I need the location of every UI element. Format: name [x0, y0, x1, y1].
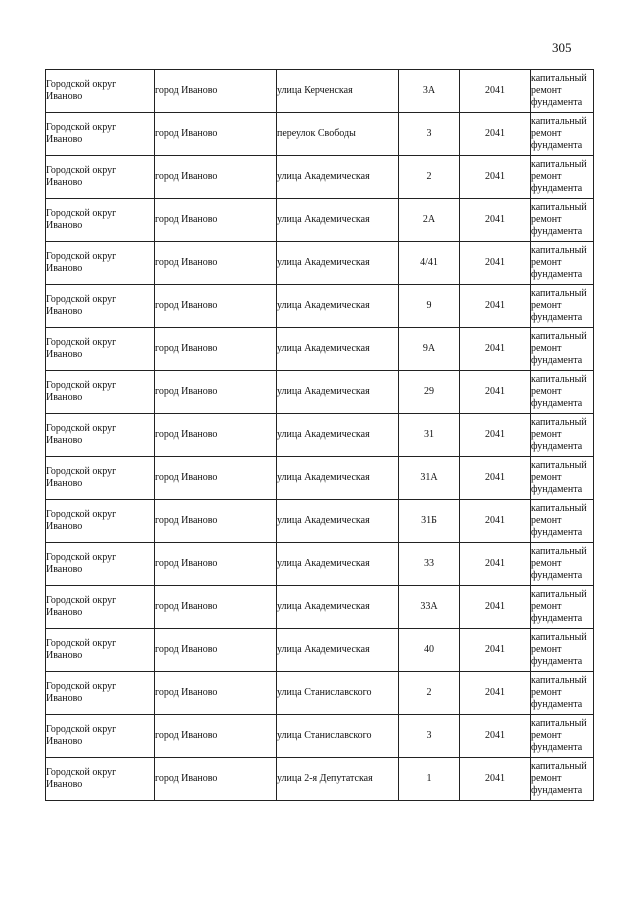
year-cell: 2041	[460, 414, 531, 457]
house-number-cell: 3	[399, 715, 460, 758]
work-type-cell: капитальный ремонт фундамента	[531, 758, 594, 801]
city-cell: город Иваново	[155, 328, 277, 371]
okrug-cell: Городской округ Иваново	[46, 715, 155, 758]
house-number-cell: 9А	[399, 328, 460, 371]
year-cell: 2041	[460, 629, 531, 672]
street-cell: улица Академическая	[277, 285, 399, 328]
street-cell: улица Станиславского	[277, 672, 399, 715]
year-cell: 2041	[460, 70, 531, 113]
year-cell: 2041	[460, 586, 531, 629]
okrug-cell: Городской округ Иваново	[46, 371, 155, 414]
street-cell: улица Академическая	[277, 543, 399, 586]
table-row	[46, 242, 594, 285]
street-cell: переулок Свободы	[277, 113, 399, 156]
table-row	[46, 758, 594, 801]
city-cell: город Иваново	[155, 715, 277, 758]
work-type-cell: капитальный ремонт фундамента	[531, 156, 594, 199]
table-row	[46, 414, 594, 457]
house-number-cell: 2А	[399, 199, 460, 242]
table-row	[46, 70, 594, 113]
city-cell: город Иваново	[155, 199, 277, 242]
year-cell: 2041	[460, 285, 531, 328]
year-cell: 2041	[460, 715, 531, 758]
okrug-cell: Городской округ Иваново	[46, 672, 155, 715]
city-cell: город Иваново	[155, 586, 277, 629]
okrug-cell: Городской округ Иваново	[46, 586, 155, 629]
work-type-cell: капитальный ремонт фундамента	[531, 242, 594, 285]
table-row	[46, 328, 594, 371]
house-number-cell: 2	[399, 672, 460, 715]
okrug-cell: Городской округ Иваново	[46, 328, 155, 371]
year-cell: 2041	[460, 242, 531, 285]
table-row	[46, 199, 594, 242]
table-row	[46, 113, 594, 156]
year-cell: 2041	[460, 328, 531, 371]
house-number-cell: 31А	[399, 457, 460, 500]
okrug-cell: Городской округ Иваново	[46, 199, 155, 242]
okrug-cell: Городской округ Иваново	[46, 500, 155, 543]
city-cell: город Иваново	[155, 543, 277, 586]
street-cell: улица Академическая	[277, 328, 399, 371]
work-type-cell: капитальный ремонт фундамента	[531, 414, 594, 457]
street-cell: улица Академическая	[277, 371, 399, 414]
house-number-cell: 9	[399, 285, 460, 328]
street-cell: улица Академическая	[277, 242, 399, 285]
table-row	[46, 371, 594, 414]
street-cell: улица Академическая	[277, 156, 399, 199]
okrug-cell: Городской округ Иваново	[46, 414, 155, 457]
okrug-cell: Городской округ Иваново	[46, 758, 155, 801]
work-type-cell: капитальный ремонт фундамента	[531, 285, 594, 328]
okrug-cell: Городской округ Иваново	[46, 242, 155, 285]
work-type-cell: капитальный ремонт фундамента	[531, 500, 594, 543]
table-row	[46, 285, 594, 328]
work-type-cell: капитальный ремонт фундамента	[531, 199, 594, 242]
year-cell: 2041	[460, 199, 531, 242]
register-table	[45, 69, 594, 801]
work-type-cell: капитальный ремонт фундамента	[531, 70, 594, 113]
table-row	[46, 156, 594, 199]
okrug-cell: Городской округ Иваново	[46, 543, 155, 586]
table-row	[46, 586, 594, 629]
year-cell: 2041	[460, 672, 531, 715]
work-type-cell: капитальный ремонт фундамента	[531, 328, 594, 371]
work-type-cell: капитальный ремонт фундамента	[531, 586, 594, 629]
house-number-cell: 33	[399, 543, 460, 586]
year-cell: 2041	[460, 371, 531, 414]
city-cell: город Иваново	[155, 457, 277, 500]
work-type-cell: капитальный ремонт фундамента	[531, 371, 594, 414]
city-cell: город Иваново	[155, 113, 277, 156]
register-table-body	[46, 70, 594, 801]
okrug-cell: Городской округ Иваново	[46, 457, 155, 500]
house-number-cell: 33А	[399, 586, 460, 629]
okrug-cell: Городской округ Иваново	[46, 285, 155, 328]
city-cell: город Иваново	[155, 629, 277, 672]
city-cell: город Иваново	[155, 414, 277, 457]
okrug-cell: Городской округ Иваново	[46, 629, 155, 672]
city-cell: город Иваново	[155, 758, 277, 801]
table-row	[46, 500, 594, 543]
street-cell: улица Станиславского	[277, 715, 399, 758]
table-row	[46, 457, 594, 500]
city-cell: город Иваново	[155, 242, 277, 285]
okrug-cell: Городской округ Иваново	[46, 70, 155, 113]
table-row	[46, 629, 594, 672]
city-cell: город Иваново	[155, 156, 277, 199]
street-cell: улица Академическая	[277, 199, 399, 242]
work-type-cell: капитальный ремонт фундамента	[531, 672, 594, 715]
work-type-cell: капитальный ремонт фундамента	[531, 715, 594, 758]
house-number-cell: 3	[399, 113, 460, 156]
house-number-cell: 3А	[399, 70, 460, 113]
work-type-cell: капитальный ремонт фундамента	[531, 457, 594, 500]
table-row	[46, 543, 594, 586]
city-cell: город Иваново	[155, 371, 277, 414]
okrug-cell: Городской округ Иваново	[46, 113, 155, 156]
city-cell: город Иваново	[155, 70, 277, 113]
year-cell: 2041	[460, 758, 531, 801]
house-number-cell: 40	[399, 629, 460, 672]
street-cell: улица Академическая	[277, 457, 399, 500]
street-cell: улица Академическая	[277, 500, 399, 543]
street-cell: улица Академическая	[277, 629, 399, 672]
house-number-cell: 4/41	[399, 242, 460, 285]
year-cell: 2041	[460, 543, 531, 586]
house-number-cell: 31Б	[399, 500, 460, 543]
page-number: 305	[552, 40, 572, 55]
table-row	[46, 672, 594, 715]
work-type-cell: капитальный ремонт фундамента	[531, 629, 594, 672]
year-cell: 2041	[460, 156, 531, 199]
work-type-cell: капитальный ремонт фундамента	[531, 113, 594, 156]
house-number-cell: 31	[399, 414, 460, 457]
okrug-cell: Городской округ Иваново	[46, 156, 155, 199]
year-cell: 2041	[460, 113, 531, 156]
work-type-cell: капитальный ремонт фундамента	[531, 543, 594, 586]
house-number-cell: 29	[399, 371, 460, 414]
house-number-cell: 2	[399, 156, 460, 199]
year-cell: 2041	[460, 457, 531, 500]
street-cell: улица Керченская	[277, 70, 399, 113]
city-cell: город Иваново	[155, 672, 277, 715]
year-cell: 2041	[460, 500, 531, 543]
table-row	[46, 715, 594, 758]
street-cell: улица Академическая	[277, 586, 399, 629]
street-cell: улица 2-я Депутатская	[277, 758, 399, 801]
city-cell: город Иваново	[155, 500, 277, 543]
street-cell: улица Академическая	[277, 414, 399, 457]
house-number-cell: 1	[399, 758, 460, 801]
city-cell: город Иваново	[155, 285, 277, 328]
